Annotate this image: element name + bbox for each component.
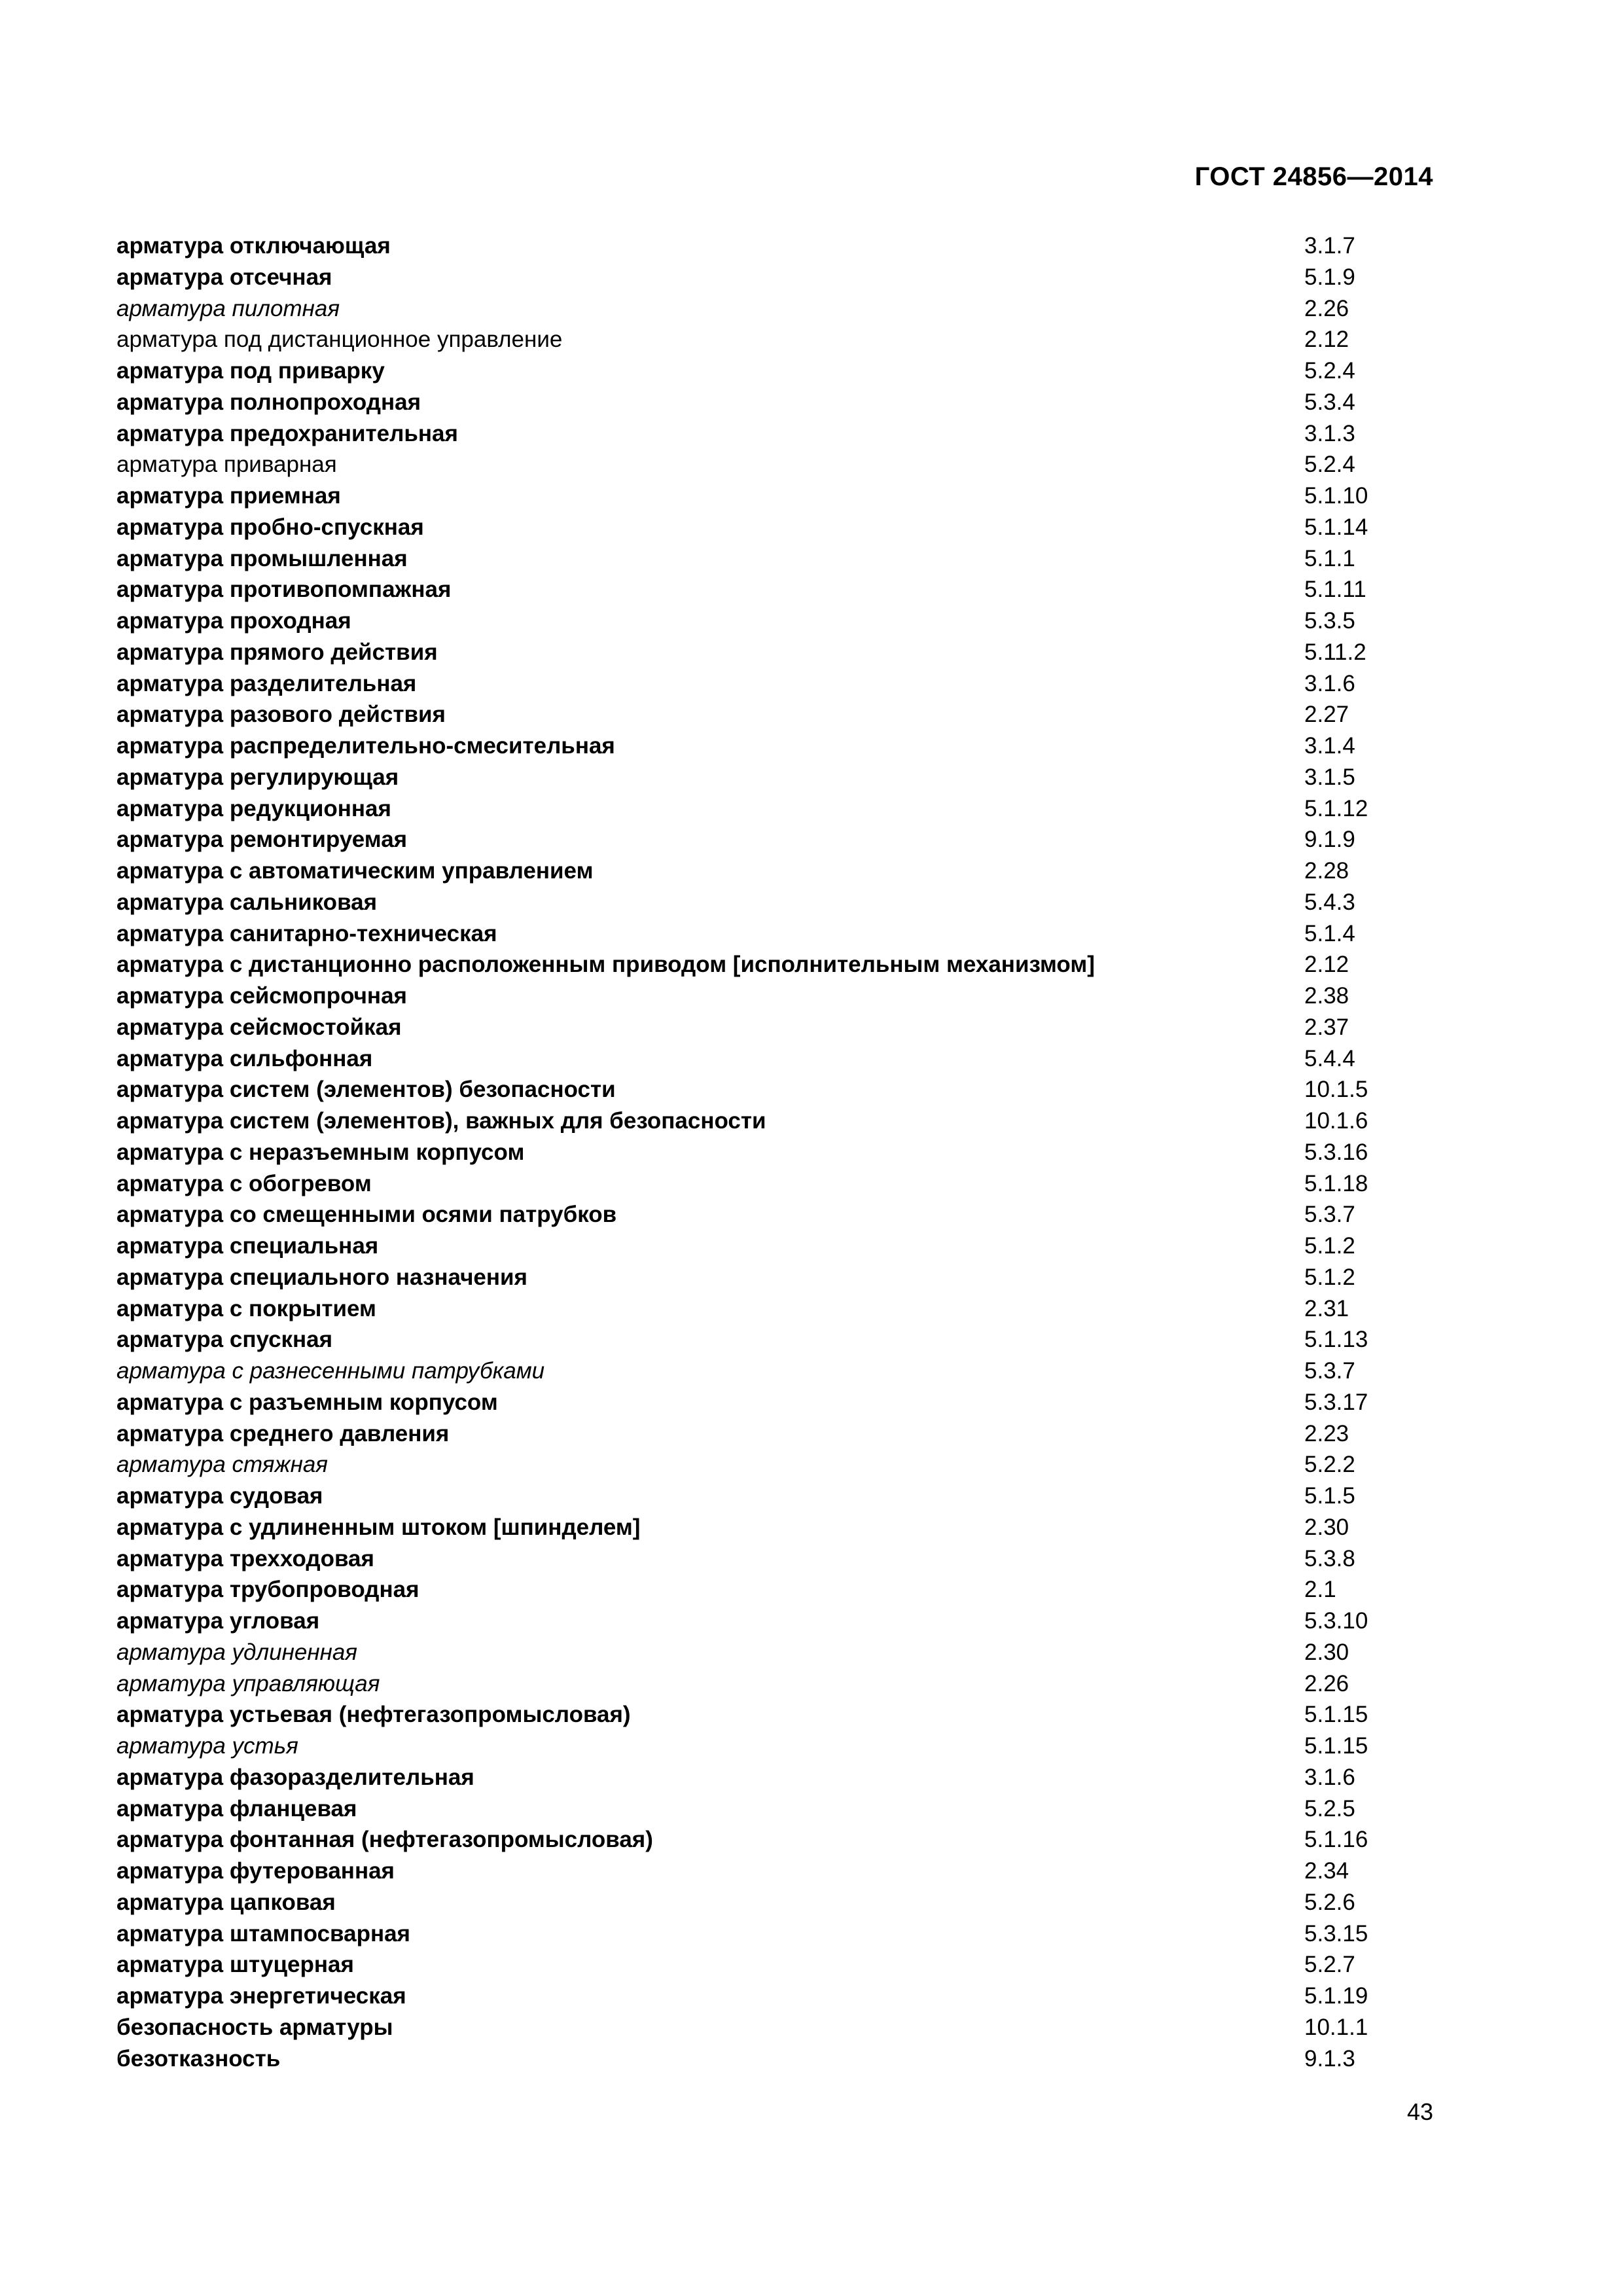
index-term: арматура под приварку bbox=[116, 358, 385, 384]
index-term: арматура пилотная bbox=[116, 295, 340, 321]
index-entry bbox=[116, 574, 1458, 605]
index-reference-number: 5.1.5 bbox=[1304, 1483, 1355, 1509]
index-reference-number: 3.1.7 bbox=[1304, 233, 1355, 259]
index-reference-number: 3.1.5 bbox=[1304, 764, 1355, 790]
index-term: арматура устьевая (нефтегазопромысловая) bbox=[116, 1702, 631, 1728]
index-entry bbox=[116, 1574, 1458, 1605]
index-term: арматура специальная bbox=[116, 1233, 379, 1259]
index-term: безотказность bbox=[116, 2045, 281, 2072]
index-reference-number: 2.30 bbox=[1304, 1514, 1349, 1540]
index-term: арматура сейсмопрочная bbox=[116, 983, 407, 1009]
index-entry bbox=[116, 1856, 1458, 1887]
index-reference-number: 5.1.10 bbox=[1304, 483, 1368, 509]
index-entry bbox=[116, 1480, 1458, 1512]
index-reference-number: 10.1.1 bbox=[1304, 2014, 1368, 2040]
index-entry bbox=[116, 1731, 1458, 1762]
index-term: арматура распределительно-смесительная bbox=[116, 733, 615, 759]
index-reference-number: 5.3.15 bbox=[1304, 1920, 1368, 1946]
index-term: арматура штуцерная bbox=[116, 1952, 354, 1978]
index-reference-number: 10.1.5 bbox=[1304, 1077, 1368, 1103]
index-term: арматура систем (элементов) безопасности bbox=[116, 1077, 616, 1103]
index-term: арматура промышленная bbox=[116, 545, 408, 571]
index-entry bbox=[116, 1137, 1458, 1168]
index-term: арматура трубопроводная bbox=[116, 1577, 419, 1603]
index-term: арматура спускная bbox=[116, 1327, 333, 1353]
index-term: арматура отсечная bbox=[116, 264, 332, 290]
index-entry bbox=[116, 1668, 1458, 1700]
index-reference-number: 5.3.4 bbox=[1304, 389, 1355, 415]
index-entry bbox=[116, 324, 1458, 355]
index-entry bbox=[116, 1074, 1458, 1105]
index-term: арматура полнопроходная bbox=[116, 389, 421, 415]
index-entry bbox=[116, 1949, 1458, 1981]
index-entry bbox=[116, 855, 1458, 887]
index-term: арматура разового действия bbox=[116, 702, 446, 728]
index-reference-number: 5.1.9 bbox=[1304, 264, 1355, 290]
index-entry bbox=[116, 1418, 1458, 1450]
index-term: арматура футерованная bbox=[116, 1858, 395, 1884]
index-reference-number: 5.3.7 bbox=[1304, 1202, 1355, 1228]
index-reference-number: 5.2.2 bbox=[1304, 1452, 1355, 1478]
index-term: арматура приемная bbox=[116, 483, 341, 509]
index-entry bbox=[116, 1762, 1458, 1793]
index-reference-number: 2.37 bbox=[1304, 1014, 1349, 1040]
index-reference-number: 5.2.7 bbox=[1304, 1952, 1355, 1978]
index-reference-number: 5.1.15 bbox=[1304, 1702, 1368, 1728]
index-entry bbox=[116, 793, 1458, 825]
index-entry bbox=[116, 1230, 1458, 1262]
index-entry bbox=[116, 230, 1458, 262]
index-reference-number: 5.2.6 bbox=[1304, 1889, 1355, 1915]
index-term: арматура регулирующая bbox=[116, 764, 399, 790]
index-reference-number: 5.3.10 bbox=[1304, 1608, 1368, 1634]
index-term: арматура фонтанная (нефтегазопромысловая) bbox=[116, 1827, 653, 1853]
index-entry bbox=[116, 512, 1458, 543]
index-entry bbox=[116, 387, 1458, 418]
index-entry bbox=[116, 543, 1458, 575]
index-entry bbox=[116, 605, 1458, 637]
index-term: арматура угловая bbox=[116, 1608, 320, 1634]
index-term: арматура с разъемным корпусом bbox=[116, 1389, 498, 1415]
index-term: арматура пробно-спускная bbox=[116, 514, 424, 540]
index-term: арматура с неразъемным корпусом bbox=[116, 1139, 525, 1165]
index-term: арматура управляющая bbox=[116, 1670, 380, 1696]
index-entry bbox=[116, 262, 1458, 293]
index-entry bbox=[116, 1637, 1458, 1668]
index-reference-number: 3.1.6 bbox=[1304, 670, 1355, 696]
index-entry bbox=[116, 1512, 1458, 1543]
index-reference-number: 5.1.12 bbox=[1304, 795, 1368, 821]
index-term: арматура стяжная bbox=[116, 1452, 328, 1478]
index-reference-number: 5.2.5 bbox=[1304, 1795, 1355, 1821]
index-reference-number: 10.1.6 bbox=[1304, 1108, 1368, 1134]
index-term: арматура с дистанционно расположенным приводом [исполнительным механизмом] bbox=[116, 952, 1095, 978]
index-term: арматура судовая bbox=[116, 1483, 323, 1509]
index-reference-number: 2.28 bbox=[1304, 858, 1349, 884]
index-entry bbox=[116, 293, 1458, 325]
index-reference-number: 5.3.16 bbox=[1304, 1139, 1368, 1165]
index-term: арматура санитарно-техническая bbox=[116, 920, 497, 946]
index-reference-number: 5.1.1 bbox=[1304, 545, 1355, 571]
index-reference-number: 5.4.4 bbox=[1304, 1045, 1355, 1071]
index-entry bbox=[116, 980, 1458, 1012]
index-reference-number: 5.1.13 bbox=[1304, 1327, 1368, 1353]
index-reference-number: 2.26 bbox=[1304, 1670, 1349, 1696]
document-code-header: ГОСТ 24856—2014 bbox=[1194, 162, 1433, 191]
index-reference-number: 2.34 bbox=[1304, 1858, 1349, 1884]
index-term: арматура сейсмостойкая bbox=[116, 1014, 402, 1040]
index-entry bbox=[116, 1543, 1458, 1575]
index-reference-number: 5.1.14 bbox=[1304, 514, 1368, 540]
index-term: арматура систем (элементов), важных для безопасности bbox=[116, 1108, 766, 1134]
index-term: арматура ремонтируемая bbox=[116, 827, 408, 853]
index-term: арматура с автоматическим управлением bbox=[116, 858, 594, 884]
index-term: арматура сильфонная bbox=[116, 1045, 373, 1071]
index-reference-number: 5.1.16 bbox=[1304, 1827, 1368, 1853]
index-reference-number: 5.1.11 bbox=[1304, 577, 1366, 603]
index-term: арматура среднего давления bbox=[116, 1420, 450, 1446]
index-term: арматура удлиненная bbox=[116, 1639, 357, 1665]
index-term: арматура штампосварная bbox=[116, 1920, 410, 1946]
index-term: арматура фазоразделительная bbox=[116, 1764, 474, 1790]
index-entry bbox=[116, 1168, 1458, 1200]
index-reference-number: 5.4.3 bbox=[1304, 889, 1355, 915]
index-reference-number: 2.27 bbox=[1304, 702, 1349, 728]
index-term: арматура проходная bbox=[116, 608, 351, 634]
index-entry bbox=[116, 1293, 1458, 1325]
index-entry bbox=[116, 1012, 1458, 1043]
index-reference-number: 3.1.4 bbox=[1304, 733, 1355, 759]
index-entry bbox=[116, 1043, 1458, 1075]
index-reference-number: 5.1.4 bbox=[1304, 920, 1355, 946]
index-term: арматура с разнесенными патрубками bbox=[116, 1358, 545, 1384]
index-reference-number: 5.1.15 bbox=[1304, 1733, 1368, 1759]
index-entry bbox=[116, 1105, 1458, 1137]
index-term: арматура трехходовая bbox=[116, 1545, 374, 1571]
index-term: арматура разделительная bbox=[116, 670, 417, 696]
index-entry bbox=[116, 2012, 1458, 2043]
index-reference-number: 3.1.6 bbox=[1304, 1764, 1355, 1790]
index-term: арматура противопомпажная bbox=[116, 577, 452, 603]
page-number: 43 bbox=[1406, 2098, 1433, 2125]
index-reference-number: 2.12 bbox=[1304, 327, 1349, 353]
index-reference-number: 5.2.4 bbox=[1304, 358, 1355, 384]
index-entry bbox=[116, 1355, 1458, 1387]
index-reference-number: 2.23 bbox=[1304, 1420, 1349, 1446]
index-term: арматура под дистанционное управление bbox=[116, 327, 563, 353]
index-term: арматура предохранительная bbox=[116, 420, 458, 446]
index-entry bbox=[116, 1199, 1458, 1230]
index-reference-number: 2.26 bbox=[1304, 295, 1349, 321]
index-reference-number: 5.3.8 bbox=[1304, 1545, 1355, 1571]
index-reference-number: 2.1 bbox=[1304, 1577, 1336, 1603]
index-term: арматура устья bbox=[116, 1733, 298, 1759]
index-entry bbox=[116, 1605, 1458, 1637]
index-entry bbox=[116, 762, 1458, 793]
index-term: арматура сальниковая bbox=[116, 889, 378, 915]
index-entry bbox=[116, 949, 1458, 980]
index-term: арматура с удлиненным штоком [шпинделем] bbox=[116, 1514, 641, 1540]
index-entry bbox=[116, 730, 1458, 762]
index-reference-number: 5.1.2 bbox=[1304, 1264, 1355, 1290]
index-entry bbox=[116, 1449, 1458, 1480]
index-reference-number: 5.1.2 bbox=[1304, 1233, 1355, 1259]
index-term: арматура редукционная bbox=[116, 795, 391, 821]
index-entry bbox=[116, 1981, 1458, 2012]
index-entry bbox=[116, 1262, 1458, 1293]
index-reference-number: 5.2.4 bbox=[1304, 452, 1355, 478]
index-entry bbox=[116, 1793, 1458, 1825]
index-term: арматура с покрытием bbox=[116, 1295, 376, 1321]
index-reference-number: 2.12 bbox=[1304, 952, 1349, 978]
index-entry bbox=[116, 355, 1458, 387]
index-term: арматура отключающая bbox=[116, 233, 391, 259]
index-entry bbox=[116, 824, 1458, 855]
index-reference-number: 5.1.18 bbox=[1304, 1170, 1368, 1196]
index-entry bbox=[116, 699, 1458, 730]
index-entry bbox=[116, 887, 1458, 918]
index-reference-number: 5.3.7 bbox=[1304, 1358, 1355, 1384]
index-reference-number: 9.1.9 bbox=[1304, 827, 1355, 853]
index-reference-number: 5.11.2 bbox=[1304, 639, 1366, 665]
index-entry bbox=[116, 637, 1458, 668]
index-term: арматура приварная bbox=[116, 452, 337, 478]
index-reference-number: 9.1.3 bbox=[1304, 2045, 1355, 2072]
index-reference-number: 2.31 bbox=[1304, 1295, 1349, 1321]
index-term: безопасность арматуры bbox=[116, 2014, 393, 2040]
index-reference-number: 2.30 bbox=[1304, 1639, 1349, 1665]
index-term: арматура энергетическая bbox=[116, 1983, 406, 2009]
index-reference-number: 2.38 bbox=[1304, 983, 1349, 1009]
index-entry bbox=[116, 918, 1458, 950]
index-entry bbox=[116, 668, 1458, 700]
index-entry bbox=[116, 480, 1458, 512]
index-reference-number: 5.1.19 bbox=[1304, 1983, 1368, 2009]
index-reference-number: 5.3.5 bbox=[1304, 608, 1355, 634]
alphabetical-term-index bbox=[116, 230, 1458, 2074]
index-entry bbox=[116, 1824, 1458, 1856]
index-entry bbox=[116, 1699, 1458, 1731]
index-term: арматура фланцевая bbox=[116, 1795, 357, 1821]
index-reference-number: 3.1.3 bbox=[1304, 420, 1355, 446]
index-term: арматура со смещенными осями патрубков bbox=[116, 1202, 617, 1228]
index-entry bbox=[116, 1887, 1458, 1918]
index-term: арматура цапковая bbox=[116, 1889, 336, 1915]
index-term: арматура прямого действия bbox=[116, 639, 438, 665]
index-entry bbox=[116, 1387, 1458, 1418]
index-entry bbox=[116, 449, 1458, 480]
index-reference-number: 5.3.17 bbox=[1304, 1389, 1368, 1415]
index-entry bbox=[116, 1324, 1458, 1355]
index-entry bbox=[116, 418, 1458, 450]
index-entry bbox=[116, 2043, 1458, 2075]
index-entry bbox=[116, 1918, 1458, 1950]
index-term: арматура с обогревом bbox=[116, 1170, 372, 1196]
index-term: арматура специального назначения bbox=[116, 1264, 527, 1290]
